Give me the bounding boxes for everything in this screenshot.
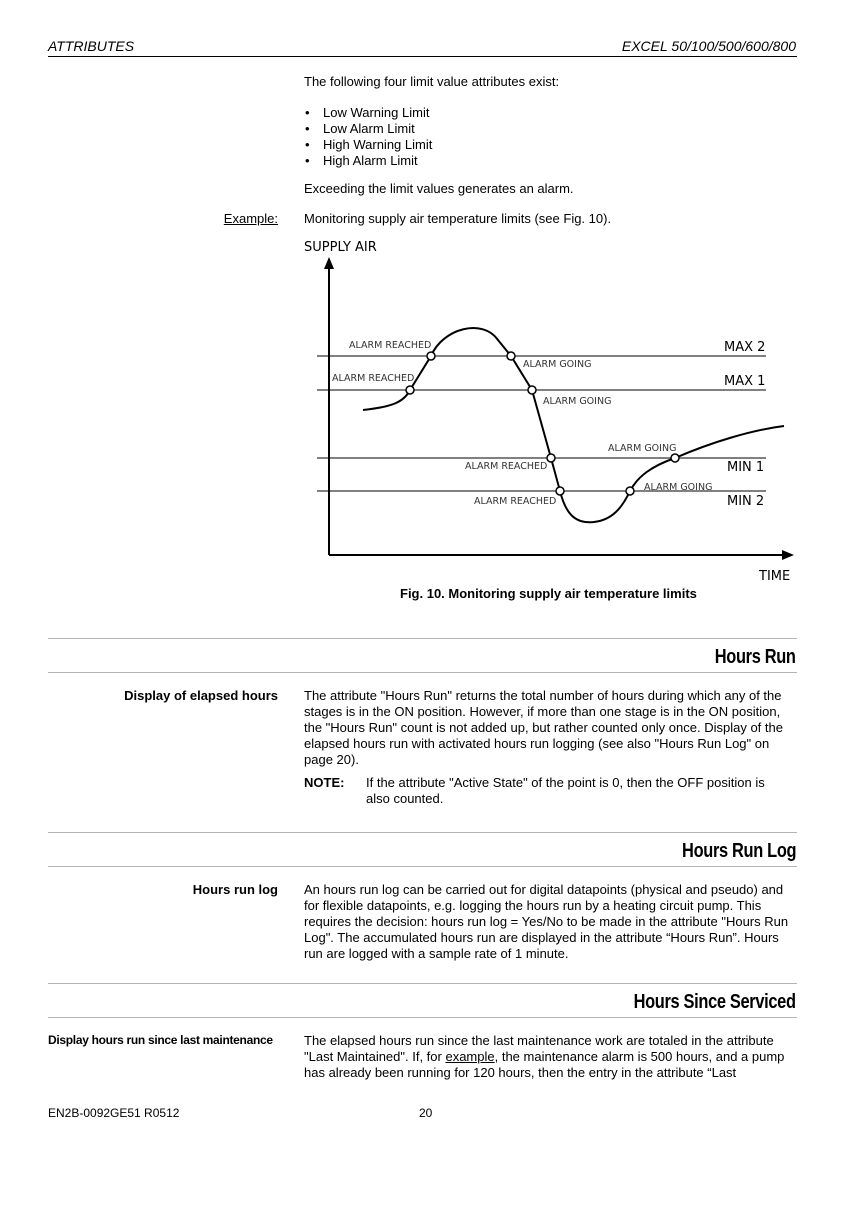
section-rule-bottom [48,866,797,867]
hours-since-serviced-text [304,1033,794,1081]
hours-run-text: The attribute "Hours Run" returns the total number of hours during which any of the stages is in the ON position. However, if more than one stage is in the ON position, the "Hours Run" count is not added up, but rather counted only once. Display of the elapsed hours run with activated hours run logging (see also "Hours Run Log" on page 20). [304,688,783,767]
intro-after: Exceeding the limit values generates an alarm. [304,181,574,196]
section-rule-bottom [48,672,797,673]
example-label: Example: [223,211,278,226]
annotation-alarm-going-min1: ALARM GOING [608,443,677,454]
section-rule-bottom [48,1017,797,1018]
annotation-alarm-reached-max1: ALARM REACHED [332,373,415,384]
marker-alarm-going-max2 [507,352,515,360]
x-axis-arrow [782,550,794,560]
y-axis-arrow [324,257,334,269]
annotation-alarm-going-max1: ALARM GOING [543,396,612,407]
side-label-since-maintenance: Display hours run since last maintenance [48,1033,273,1047]
annotation-alarm-reached-min2: ALARM REACHED [474,496,557,507]
header-rule [48,56,797,57]
section-title-hours-since-serviced: Hours Since Serviced [633,991,796,1013]
side-label-hours-run-log: Hours run log [192,882,278,897]
limit-label-min1: MIN 1 [727,460,765,475]
annotation-alarm-going-max2: ALARM GOING [523,359,592,370]
marker-alarm-going-min2 [626,487,634,495]
text-part: , the maintenance alarm is 500 hours, and a pump has already been running for 120 hours, then the entry in the attribute “Last [304,1049,785,1080]
supply-air-curve [363,328,784,522]
running-header-right: EXCEL 50/100/500/600/800 [621,38,796,54]
marker-alarm-reached-max2 [427,352,435,360]
y-axis-label: SUPPLY AIR [304,240,377,255]
section-rule-top [48,832,797,833]
marker-alarm-going-max1 [528,386,536,394]
marker-alarm-reached-min2 [556,487,564,495]
text-part: The elapsed hours run since the last maintenance work are totaled in the attribute "Last Maintained". If, for [304,1033,774,1064]
marker-alarm-going-min1 [671,454,679,462]
page-number: 20 [419,1106,433,1120]
section-rule-top [48,983,797,984]
list-item: • High Warning Limit [304,137,432,153]
hours-run-log-text: An hours run log can be carried out for digital datapoints (physical and pseudo) and for flexible datapoints, e.g. logging the hours run by a heating circuit pump. This requires the decision: hours run log = Yes/No to be made in the attribute "Hours Run Log". The accumulated hours run are displayed in the attribute “Hours Run”. Hours run are logged with a sample rate of 1 minute. [304,882,789,961]
running-header-left: ATTRIBUTES [48,38,135,54]
figure-caption: Fig. 10. Monitoring supply air temperature limits [400,586,697,601]
list-item: • Low Alarm Limit [304,121,432,137]
x-axis-label: TIME [759,569,791,584]
limit-chart [300,232,800,588]
list-item: • High Alarm Limit [304,153,432,169]
annotation-alarm-reached-min1: ALARM REACHED [465,461,548,472]
limit-label-max1: MAX 1 [724,374,766,389]
section-title-hours-run: Hours Run [715,646,796,668]
side-label-elapsed-hours: Display of elapsed hours [124,688,278,703]
marker-alarm-reached-max1 [406,386,414,394]
note-label: NOTE: [304,775,345,790]
section-title-hours-run-log: Hours Run Log [681,840,796,862]
limit-list [304,105,432,169]
example-text: Monitoring supply air temperature limits (see Fig. 10). [304,211,612,226]
annotation-alarm-going-min2: ALARM GOING [644,482,713,493]
example-link[interactable]: example [445,1049,495,1064]
section-rule-top [48,638,797,639]
annotation-alarm-reached-max2: ALARM REACHED [349,340,432,351]
note-text: If the attribute "Active State" of the point is 0, then the OFF position is also counted. [366,775,765,806]
list-item: • Low Warning Limit [304,105,432,121]
marker-alarm-reached-min1 [547,454,555,462]
limit-label-min2: MIN 2 [727,494,765,509]
footer-doc-id: EN2B-0092GE51 R0512 [48,1106,180,1120]
limit-label-max2: MAX 2 [724,340,766,355]
intro-lead: The following four limit value attributes exist: [304,74,560,89]
